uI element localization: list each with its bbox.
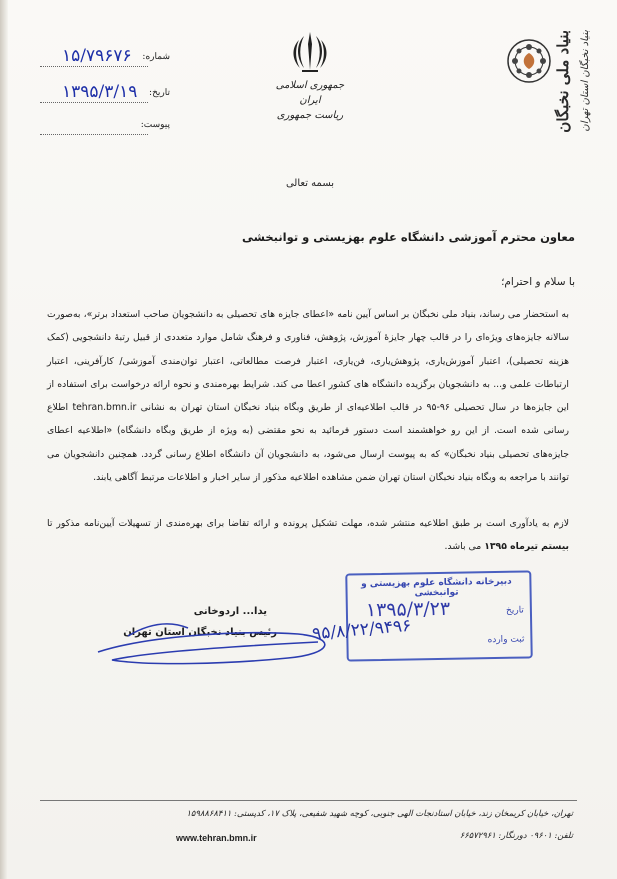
- bmn-logo-icon: [506, 38, 552, 84]
- para2-start: لازم به یادآوری است بر طبق اطلاعیه منتشر شده، مهلت تشکیل پرونده و ارائه تقاضا برای بهره‌مندی از تسهیلات آیین‌نامه مذکور تا: [47, 518, 569, 529]
- emblem-line1: جمهوری اسلامی ایران: [275, 80, 345, 106]
- body-paragraph-2: [47, 512, 569, 559]
- date-field: [40, 84, 170, 106]
- number-value: ۱۵/۷۹۶۷۶: [62, 46, 132, 66]
- recipient-line: معاون محترم آموزشی دانشگاه علوم بهزیستی و توانبخشی: [242, 230, 575, 244]
- stamp-reg-label: ثبت وارده: [487, 634, 525, 646]
- emblem-line2: ریاست جمهوری: [276, 110, 344, 121]
- stamp-date-label: تاریخ: [505, 605, 525, 616]
- body-paragraph-1: به استحضار می رساند، بنیاد ملی نخبگان بر اساس آیین نامه «اعطای جایزه های تحصیلی به دانشجویان صاحب استعداد برتر»، به‌صورت سالانه جایزه‌های ویژه‌ای را در قالب چهار جایزهٔ آموزش، پژوهش، فناوری و فرهنگ شامل موارد متعددی از قبیل رتبهٔ دانشجویی (کمک هزینه تحصیلی)، اعتبار آموزش‌یاری، پژوهش‌یاری، فن‌یاری، اعتبار فرصت مطالعاتی، اعتبار توان‌مندی آموزشی/ کارآفرینی، اعتبار ارتباطات علمی و... به دانشجویان برگزیده دانشگاه های کشور اعطا می کند. شرایط بهره‌مندی و نحوه ارائه درخواست برای استفاده از این جایزه‌ها در سال تحصیلی ۹۶-۹۵ در قالب اطلاعیه‌ای از طریق وبگاه بنیاد نخبگان استان تهران به نشانی tehran.bmn.ir اطلاع رسانی شده است. از این رو خواهشمند است دستور فرمائید به نحو مقتضی (به ویژه از طریق وبگاه دانشگاه) «اطلاعیه اعطای جایزه‌های تحصیلی بنیاد نخبگان» که به پیوست ارسال می‌شود، به دانشجویان آن دانشگاه اطلاع رسانی گردد. همچنین دانشجویان می توانند با مراجعه به وبگاه بنیاد نخبگان استان تهران ضمن مشاهده اطلاعیه مذکور از سایر اخبار و اطلاعات مرتبط آگاهی یابند.: [47, 309, 569, 484]
- date-value: ۱۳۹۵/۳/۱۹: [62, 82, 138, 102]
- footer-url: www.tehran.bmn.ir: [176, 833, 257, 843]
- stamp-title: دبیرخانه دانشگاه علوم بهزیستی و توانبخشی: [361, 576, 512, 599]
- handwritten-reg-number: ۹۵/۸/۲۲/۹۴۹۶: [311, 615, 413, 645]
- attachment-field: [40, 116, 170, 138]
- attachment-label: پیوست:: [140, 120, 170, 130]
- scan-edge: [0, 0, 8, 879]
- received-stamp: [345, 570, 533, 661]
- signer-name: یدا... اردوخانی: [193, 606, 267, 617]
- deadline-date: بیستم تیرماه ۱۳۹۵: [484, 541, 569, 553]
- greeting-line: با سلام و احترام؛: [501, 276, 575, 288]
- bmn-logo-block: [488, 30, 598, 150]
- number-field: [40, 48, 170, 70]
- footer-address: تهران، خیابان کریمخان زند، خیابان استادنجات الهی جنوبی، کوچه شهید شفیعی، پلاک ۱۷، کدپستی: ۱۵۹۸۸۶۸۴۱۱: [186, 808, 573, 818]
- signature-scribble: [88, 606, 348, 676]
- logo-subtitle: بنیاد نخبگان استان تهران: [580, 30, 591, 132]
- footer-rule: [40, 800, 577, 801]
- stamp-date: ۱۳۹۵/۳/۲۳: [365, 597, 451, 622]
- number-label: شماره:: [142, 52, 170, 62]
- date-label: تاریخ:: [149, 88, 170, 98]
- date-line: [40, 102, 148, 103]
- iran-emblem-icon: [290, 30, 330, 74]
- iran-emblem-block: [270, 30, 350, 140]
- signer-title: رئیس بنیاد نخبگان استان تهران: [123, 627, 277, 638]
- attachment-line: [40, 134, 148, 135]
- footer-phones: تلفن: ۰۹۶۰۱ دورنگار: ۶۶۵۷۲۹۶۱: [459, 830, 573, 840]
- logo-name: بنیاد ملی نخبگان: [554, 30, 572, 133]
- number-line: [40, 66, 148, 67]
- bismillah: بسمه تعالی: [285, 178, 335, 189]
- para2-end: می باشد.: [444, 541, 485, 553]
